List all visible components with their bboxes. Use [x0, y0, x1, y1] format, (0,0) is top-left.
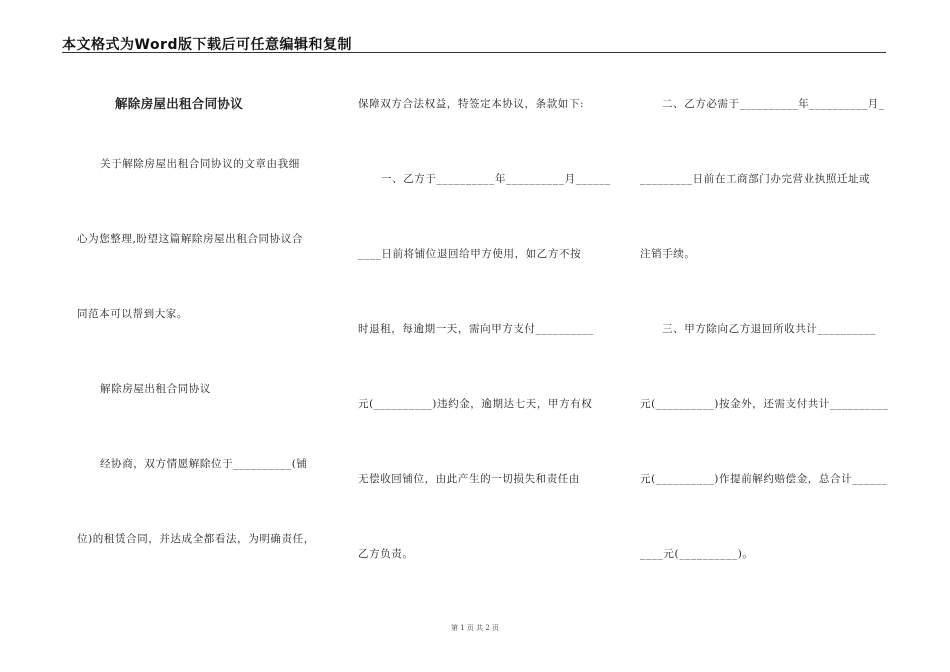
- col3-line: 三、甲方除向乙方退回所收共计__________: [662, 323, 876, 335]
- col3-line: _________日前在工商部门办完营业执照迁址或: [640, 173, 871, 185]
- col2-line: 元(__________)违约金，逾期达七天，甲方有权: [358, 398, 593, 410]
- col1-line: 心为您整理,盼望这篇解除房屋出租合同协议合: [77, 233, 303, 245]
- col1-line: 同范本可以帮到大家。: [77, 308, 188, 320]
- header-rule: [62, 52, 886, 53]
- col3-line: ____元(__________)。: [640, 548, 754, 560]
- col2-line: 保障双方合法权益，特签定本协议，条款如下:: [358, 98, 585, 110]
- document-header: 本文格式为Word版下载后可任意编辑和复制: [62, 37, 352, 53]
- document-title: 解除房屋出租合同协议: [115, 96, 244, 111]
- col3-line: 二、乙方必需于__________年__________月_: [662, 98, 885, 110]
- col2-line: ____日前将铺位退回给甲方使用，如乙方不按: [358, 248, 582, 260]
- col1-line: 解除房屋出租合同协议: [100, 383, 211, 395]
- col3-line: 注销手续。: [640, 248, 696, 260]
- page-footer: 第 1 页 共 2 页: [450, 624, 500, 632]
- col3-line: 元(__________)按金外，还需支付共计__________: [640, 398, 889, 410]
- col2-line: 一、乙方于__________年__________月______: [381, 173, 611, 185]
- col1-line: 关于解除房屋出租合同协议的文章由我细: [100, 158, 300, 170]
- col2-line: 乙方负责。: [358, 548, 414, 560]
- col1-line: 位)的租赁合同，并达成全都看法，为明确责任，: [77, 533, 315, 545]
- col2-line: 时退租，每逾期一天，需向甲方支付__________: [358, 323, 595, 335]
- col1-line: 经协商，双方情愿解除位于__________(铺: [100, 458, 308, 470]
- col3-line: 元(__________)作提前解约赔偿金，总合计______: [640, 473, 888, 485]
- col2-line: 无偿收回铺位，由此产生的一切损失和责任由: [358, 473, 580, 485]
